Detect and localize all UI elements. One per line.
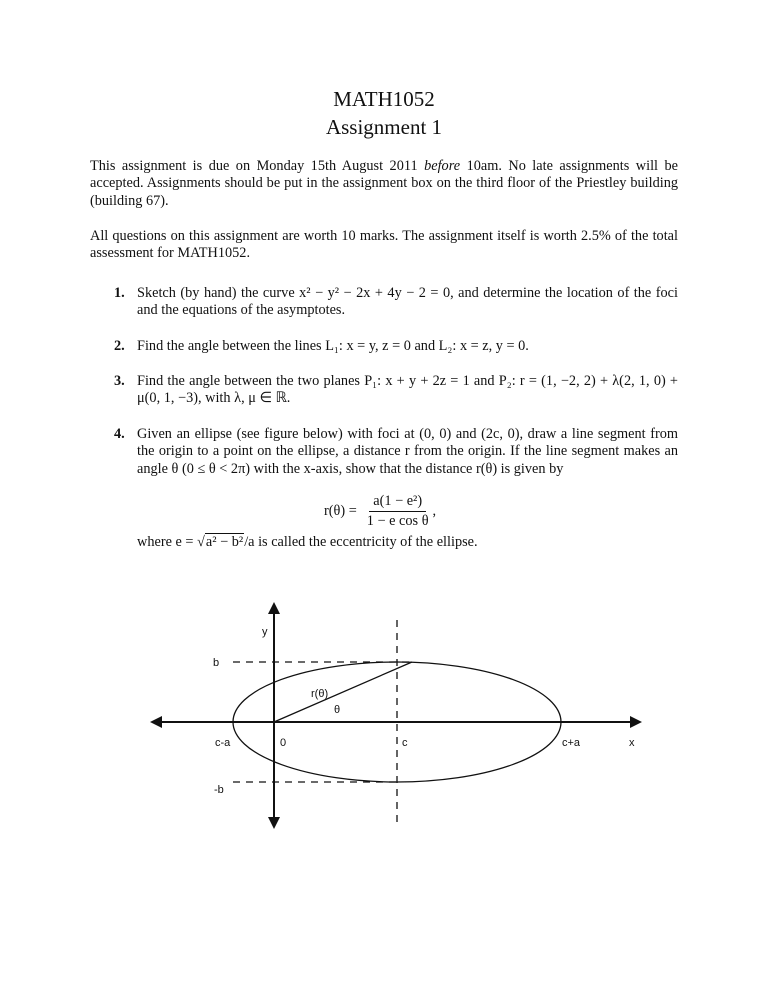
distance-formula <box>324 490 436 532</box>
y-axis-label: y <box>262 626 268 638</box>
origin-label: 0 <box>280 737 287 749</box>
question-number: 1. <box>114 285 125 301</box>
question-2 <box>114 338 678 355</box>
c-plus-a-label: c+a <box>562 737 581 749</box>
question-4 <box>114 426 678 478</box>
where-text-end: /a is called the eccentricity of the ellipse. <box>244 534 478 550</box>
question-text: Find the angle between the two planes P₁: x + y + 2z = 1 and P₂: r = (1, −2, 2) + λ(2, 1, 0) + μ(0, 1, −3), with λ, μ ∈ ℝ. <box>137 373 678 407</box>
formula-fraction <box>363 493 433 530</box>
formula-denominator: 1 − e cos θ <box>366 512 429 529</box>
y-axis-top-arrow <box>268 602 280 614</box>
radius-segment <box>274 662 412 722</box>
r-theta-label: r(θ) <box>311 688 329 700</box>
formula-numerator: a(1 − e²) <box>369 493 426 512</box>
x-axis-right-arrow <box>630 716 642 728</box>
x-axis-left-arrow <box>150 716 162 728</box>
c-minus-a-label: c-a <box>215 737 231 749</box>
theta-label: θ <box>334 704 341 716</box>
due-text-start: This assignment is due on Monday 15th August 2011 <box>90 158 425 174</box>
due-text-emphasis: before <box>424 158 461 174</box>
question-text: Given an ellipse (see figure below) with foci at (0, 0) and (2c, 0), draw a line segment from the origin to a point on the ellipse, a distance r from the origin. If the line segment makes an angle θ (0 ≤ θ < 2π) with the x-axis, show that the distance r(θ) is given by <box>137 426 678 477</box>
question-text: Sketch (by hand) the curve x² − y² − 2x + 4y − 2 = 0, and determine the location of the foci and the equations of the asymptotes. <box>137 285 678 319</box>
course-code-title: MATH1052 <box>333 87 435 111</box>
question-1 <box>114 285 678 320</box>
formula-trailing-comma: , <box>432 502 437 519</box>
formula-lhs: r(θ) = <box>324 502 357 519</box>
sqrt-radicand: a² − b² <box>205 534 244 550</box>
ellipse-diagram <box>0 590 768 840</box>
question-text: Find the angle between the lines L₁: x = y, z = 0 and L₂: x = z, y = 0. <box>137 338 529 354</box>
b-label: b <box>213 657 220 669</box>
where-text-start: where e = √ <box>137 534 205 550</box>
question-number: 2. <box>114 338 125 354</box>
neg-b-label: -b <box>214 784 224 796</box>
assignment-title: Assignment 1 <box>325 115 443 139</box>
due-text-end: 10am. No late assignments will be accepted. Assignments should be put in the assignment box on the third floor of the Priestley building (building 67). <box>90 158 678 209</box>
question-number: 4. <box>114 426 125 442</box>
question-number: 3. <box>114 373 125 389</box>
y-axis-bottom-arrow <box>268 817 280 829</box>
question-3 <box>114 373 678 408</box>
due-date-paragraph <box>90 158 678 210</box>
eccentricity-definition <box>137 534 478 551</box>
c-label: c <box>402 737 408 749</box>
x-axis-label: x <box>629 737 635 749</box>
marks-paragraph: All questions on this assignment are worth 10 marks. The assignment itself is worth 2.5% of the total assessment for MATH1052. <box>90 228 678 262</box>
